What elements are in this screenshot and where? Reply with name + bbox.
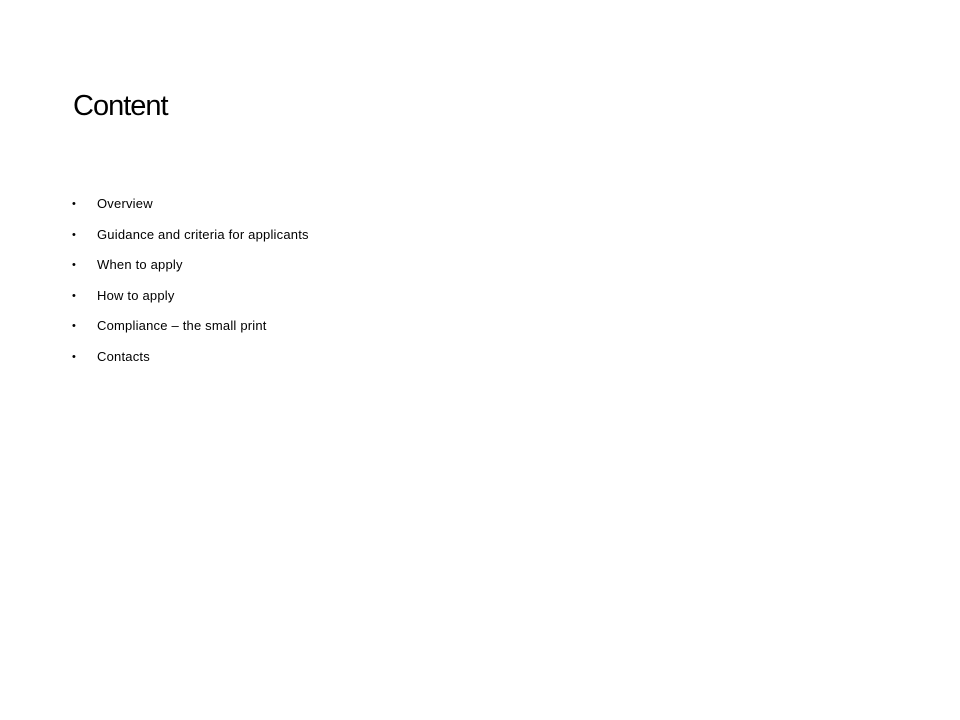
bullet-icon: • (72, 198, 76, 210)
list-item-label: How to apply (97, 287, 175, 303)
slide-title: Content (73, 90, 168, 122)
list-item-label: Contacts (97, 348, 150, 364)
list-item-label: Overview (97, 196, 153, 211)
list-item-label: Guidance and criteria for applicants (97, 226, 309, 242)
list-item-label: Compliance – the small print (97, 318, 267, 334)
bullet-icon: • (72, 228, 76, 241)
bullet-icon: • (72, 259, 76, 272)
bullet-icon: • (72, 289, 76, 302)
bullet-icon: • (72, 320, 76, 333)
bullet-icon: • (72, 350, 76, 363)
list-item-label: When to apply (97, 257, 183, 273)
